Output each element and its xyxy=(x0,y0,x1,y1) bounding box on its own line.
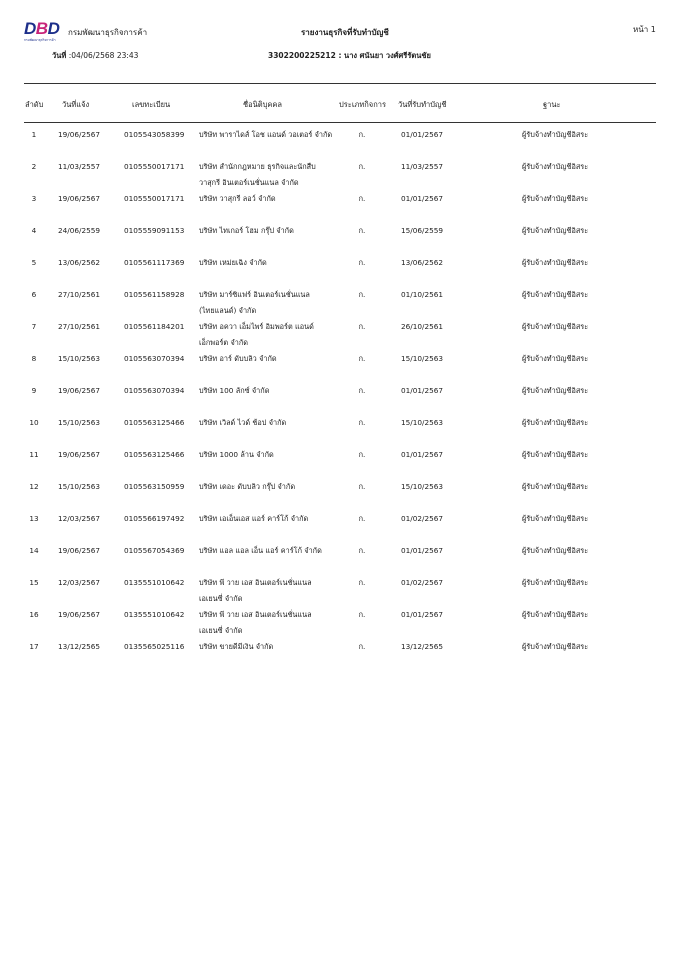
registration-number: 0105566197492 xyxy=(124,514,185,523)
status: ผู้รับจ้างทำบัญชีอิสระ xyxy=(522,130,589,139)
accounting-start-date: 15/10/2563 xyxy=(401,482,444,491)
report-date xyxy=(52,50,138,62)
business-type: ก. xyxy=(358,514,366,523)
company-name xyxy=(199,479,295,495)
company-name xyxy=(199,223,294,239)
notify-date: 19/06/2567 xyxy=(58,450,101,459)
company-name xyxy=(199,287,310,319)
status: ผู้รับจ้างทำบัญชีอิสระ xyxy=(522,194,589,203)
company-name-line-1: บริษัท เอเอ็นเอส แอร์ คาร์โก้ จำกัด xyxy=(199,514,309,523)
company-name-line-1: บริษัท 100 ลักซ์ จำกัด xyxy=(199,386,270,395)
company-name-line-1: บริษัท ไทเกอร์ โฮม กรุ๊ป จำกัด xyxy=(199,226,294,235)
row-number: 10 xyxy=(29,418,39,427)
row-number: 14 xyxy=(29,546,39,555)
company-name-line-1: บริษัท มาร์ซิแฟร์ อินเตอร์เนชั่นแนล xyxy=(199,290,310,299)
company-name-line-1: บริษัท พี วาย เอส อินเตอร์เนชั่นแนล xyxy=(199,610,312,619)
accounting-start-date: 26/10/2561 xyxy=(401,322,444,331)
registration-number: 0105561184201 xyxy=(124,322,185,331)
company-name-line-1: บริษัท วาสุกรี ลอว์ จำกัด xyxy=(199,194,276,203)
registration-number: 0105563150959 xyxy=(124,482,185,491)
table-row xyxy=(0,383,678,413)
table-row xyxy=(0,127,678,157)
row-number: 1 xyxy=(31,130,37,139)
status: ผู้รับจ้างทำบัญชีอิสระ xyxy=(522,258,589,267)
col-header-accounting-date: วันที่รับทำบัญชี xyxy=(398,100,447,109)
company-name xyxy=(199,191,276,207)
company-name xyxy=(199,255,267,271)
business-type: ก. xyxy=(358,546,366,555)
registration-number: 0105561117369 xyxy=(124,258,185,267)
registration-number: 0105543058399 xyxy=(124,130,185,139)
dbd-logo-subtext: กรมพัฒนาธุรกิจการค้า xyxy=(24,38,56,42)
business-type: ก. xyxy=(358,450,366,459)
notify-date: 13/06/2562 xyxy=(58,258,101,267)
company-name xyxy=(199,351,277,367)
accounting-start-date: 01/02/2567 xyxy=(401,514,444,523)
accounting-start-date: 01/01/2567 xyxy=(401,386,444,395)
registration-number: 0105567054369 xyxy=(124,546,185,555)
company-name xyxy=(199,319,314,351)
business-type: ก. xyxy=(358,578,366,587)
dbd-logo-mark: DBD xyxy=(24,19,60,38)
status: ผู้รับจ้างทำบัญชีอิสระ xyxy=(522,450,589,459)
notify-date: 15/10/2563 xyxy=(58,418,101,427)
company-name-line-1: บริษัท อาร์ ดับบลิว จำกัด xyxy=(199,354,277,363)
row-number: 2 xyxy=(31,162,37,171)
status: ผู้รับจ้างทำบัญชีอิสระ xyxy=(522,482,589,491)
company-name-line-2: วาสุกรี อินเตอร์เนชั่นแนล จำกัด xyxy=(199,178,299,187)
accounting-start-date: 01/01/2567 xyxy=(401,450,444,459)
status: ผู้รับจ้างทำบัญชีอิสระ xyxy=(522,322,589,331)
company-name xyxy=(199,383,269,399)
notify-date: 27/10/2561 xyxy=(58,290,101,299)
registration-number: 0105563125466 xyxy=(124,450,185,459)
row-number: 9 xyxy=(31,386,37,395)
notify-date: 15/10/2563 xyxy=(58,354,101,363)
table-row xyxy=(0,159,678,189)
notify-date: 19/06/2567 xyxy=(58,386,101,395)
accounting-start-date: 01/01/2567 xyxy=(401,610,444,619)
company-name-line-2: เอเยนซี่ จำกัด xyxy=(199,594,243,603)
business-type: ก. xyxy=(358,290,366,299)
row-number: 5 xyxy=(31,258,37,267)
report-title: รายงานธุรกิจที่รับทำบัญชี xyxy=(301,28,389,37)
status: ผู้รับจ้างทำบัญชีอิสระ xyxy=(522,642,589,651)
company-name xyxy=(199,159,316,191)
status: ผู้รับจ้างทำบัญชีอิสระ xyxy=(522,578,589,587)
table-row xyxy=(0,543,678,573)
company-name xyxy=(199,639,273,655)
company-name xyxy=(199,447,274,463)
notify-date: 19/06/2567 xyxy=(58,130,101,139)
business-type: ก. xyxy=(358,386,366,395)
page-number: หน้า 1 xyxy=(633,25,656,34)
company-name-line-1: บริษัท พาราไดส์ โอช แอนด์ วอเตอร์ จำกัด xyxy=(199,130,333,139)
table-top-rule xyxy=(24,83,656,84)
col-header-business-type: ประเภทกิจการ xyxy=(339,100,386,109)
notify-date: 19/06/2567 xyxy=(58,194,101,203)
status: ผู้รับจ้างทำบัญชีอิสระ xyxy=(522,354,589,363)
notify-date: 15/10/2563 xyxy=(58,482,101,491)
notify-date: 12/03/2567 xyxy=(58,514,101,523)
notify-date: 12/03/2567 xyxy=(58,578,101,587)
company-name xyxy=(199,511,308,527)
col-header-no: ลำดับ xyxy=(25,100,44,109)
accounting-start-date: 01/01/2567 xyxy=(401,546,444,555)
table-row xyxy=(0,447,678,477)
company-name xyxy=(199,607,312,639)
business-type: ก. xyxy=(358,354,366,363)
registration-number: 0105563125466 xyxy=(124,418,185,427)
company-name-line-2: (ไทยแลนด์) จำกัด xyxy=(199,306,257,315)
company-name-line-1: บริษัท เหม่ยเฉิง จำกัด xyxy=(199,258,267,267)
company-name-line-1: บริษัท สำนักกฎหมาย ธุรกิจและนักสืบ xyxy=(199,162,316,171)
company-name-line-1: บริษัท อควา เอ็มไพร์ อิมพอร์ต แอนด์ xyxy=(199,322,314,331)
notify-date: 11/03/2557 xyxy=(58,162,101,171)
table-row xyxy=(0,255,678,285)
table-header-rule xyxy=(24,122,656,123)
accounting-start-date: 11/03/2557 xyxy=(401,162,444,171)
business-type: ก. xyxy=(358,130,366,139)
accounting-start-date: 01/10/2561 xyxy=(401,290,444,299)
accounting-start-date: 01/01/2567 xyxy=(401,130,444,139)
row-number: 17 xyxy=(29,642,39,651)
dbd-logo xyxy=(24,20,60,46)
row-number: 3 xyxy=(31,194,37,203)
business-type: ก. xyxy=(358,258,366,267)
table-row xyxy=(0,511,678,541)
business-type: ก. xyxy=(358,322,366,331)
notify-date: 13/12/2565 xyxy=(58,642,101,651)
status: ผู้รับจ้างทำบัญชีอิสระ xyxy=(522,610,589,619)
table-row xyxy=(0,607,678,637)
row-number: 15 xyxy=(29,578,39,587)
row-number: 11 xyxy=(29,450,39,459)
accountant-id-name: 3302200225212 : นาง ศนันยา วงศ์ศรีรัตนชัย xyxy=(268,51,431,60)
row-number: 8 xyxy=(31,354,37,363)
business-type: ก. xyxy=(358,162,366,171)
registration-number: 0105550017171 xyxy=(124,162,185,171)
company-name-line-2: เอเยนซี่ จำกัด xyxy=(199,626,243,635)
table-row xyxy=(0,191,678,221)
registration-number: 0105563070394 xyxy=(124,386,185,395)
company-name xyxy=(199,415,286,431)
department-name: กรมพัฒนาธุรกิจการค้า xyxy=(68,28,148,37)
registration-number: 0105563070394 xyxy=(124,354,185,363)
company-name-line-1: บริษัท แอล แอล เอ็น แอร์ คาร์โก้ จำกัด xyxy=(199,546,322,555)
accounting-start-date: 13/12/2565 xyxy=(401,642,444,651)
table-row xyxy=(0,351,678,381)
col-header-status: ฐานะ xyxy=(543,100,561,109)
status: ผู้รับจ้างทำบัญชีอิสระ xyxy=(522,546,589,555)
report-date-value: :04/06/2568 23:43 xyxy=(68,51,139,60)
company-name xyxy=(199,575,312,607)
table-row xyxy=(0,319,678,349)
status: ผู้รับจ้างทำบัญชีอิสระ xyxy=(522,226,589,235)
registration-number: 0135551010642 xyxy=(124,610,185,619)
status: ผู้รับจ้างทำบัญชีอิสระ xyxy=(522,162,589,171)
col-header-reg-no: เลขทะเบียน xyxy=(132,100,171,109)
status: ผู้รับจ้างทำบัญชีอิสระ xyxy=(522,418,589,427)
notify-date: 19/06/2567 xyxy=(58,546,101,555)
row-number: 6 xyxy=(31,290,37,299)
notify-date: 27/10/2561 xyxy=(58,322,101,331)
business-type: ก. xyxy=(358,610,366,619)
row-number: 4 xyxy=(31,226,37,235)
accounting-start-date: 15/06/2559 xyxy=(401,226,444,235)
company-name xyxy=(199,543,322,559)
row-number: 12 xyxy=(29,482,39,491)
table-row xyxy=(0,639,678,669)
company-name xyxy=(199,127,332,143)
business-type: ก. xyxy=(358,226,366,235)
accounting-start-date: 15/10/2563 xyxy=(401,418,444,427)
registration-number: 0135551010642 xyxy=(124,578,185,587)
company-name-line-2: เอ็กพอร์ต จำกัด xyxy=(199,338,248,347)
company-name-line-1: บริษัท ขายดีมีเงิน จำกัด xyxy=(199,642,274,651)
table-row xyxy=(0,287,678,317)
accounting-start-date: 01/02/2567 xyxy=(401,578,444,587)
business-type: ก. xyxy=(358,642,366,651)
business-type: ก. xyxy=(358,194,366,203)
registration-number: 0105559091153 xyxy=(124,226,185,235)
table-row xyxy=(0,479,678,509)
accounting-start-date: 01/01/2567 xyxy=(401,194,444,203)
row-number: 7 xyxy=(31,322,37,331)
company-name-line-1: บริษัท 1000 ล้าน จำกัด xyxy=(199,450,274,459)
table-row xyxy=(0,575,678,605)
table-row xyxy=(0,223,678,253)
business-type: ก. xyxy=(358,482,366,491)
status: ผู้รับจ้างทำบัญชีอิสระ xyxy=(522,290,589,299)
accounting-start-date: 13/06/2562 xyxy=(401,258,444,267)
status: ผู้รับจ้างทำบัญชีอิสระ xyxy=(522,514,589,523)
registration-number: 0135565025116 xyxy=(124,642,185,651)
company-name-line-1: บริษัท พี วาย เอส อินเตอร์เนชั่นแนล xyxy=(199,578,312,587)
accounting-start-date: 15/10/2563 xyxy=(401,354,444,363)
notify-date: 24/06/2559 xyxy=(58,226,101,235)
col-header-company-name: ชื่อนิติบุคคล xyxy=(243,100,282,109)
row-number: 16 xyxy=(29,610,39,619)
company-name-line-1: บริษัท เดอะ ดับบลิว กรุ๊ป จำกัด xyxy=(199,482,296,491)
row-number: 13 xyxy=(29,514,39,523)
business-type: ก. xyxy=(358,418,366,427)
report-date-label: วันที่ xyxy=(52,51,67,60)
registration-number: 0105550017171 xyxy=(124,194,185,203)
notify-date: 19/06/2567 xyxy=(58,610,101,619)
status: ผู้รับจ้างทำบัญชีอิสระ xyxy=(522,386,589,395)
registration-number: 0105561158928 xyxy=(124,290,185,299)
col-header-notify-date: วันที่แจ้ง xyxy=(62,100,90,109)
table-row xyxy=(0,415,678,445)
company-name-line-1: บริษัท เวิลด์ ไวด์ ช้อป จำกัด xyxy=(199,418,287,427)
